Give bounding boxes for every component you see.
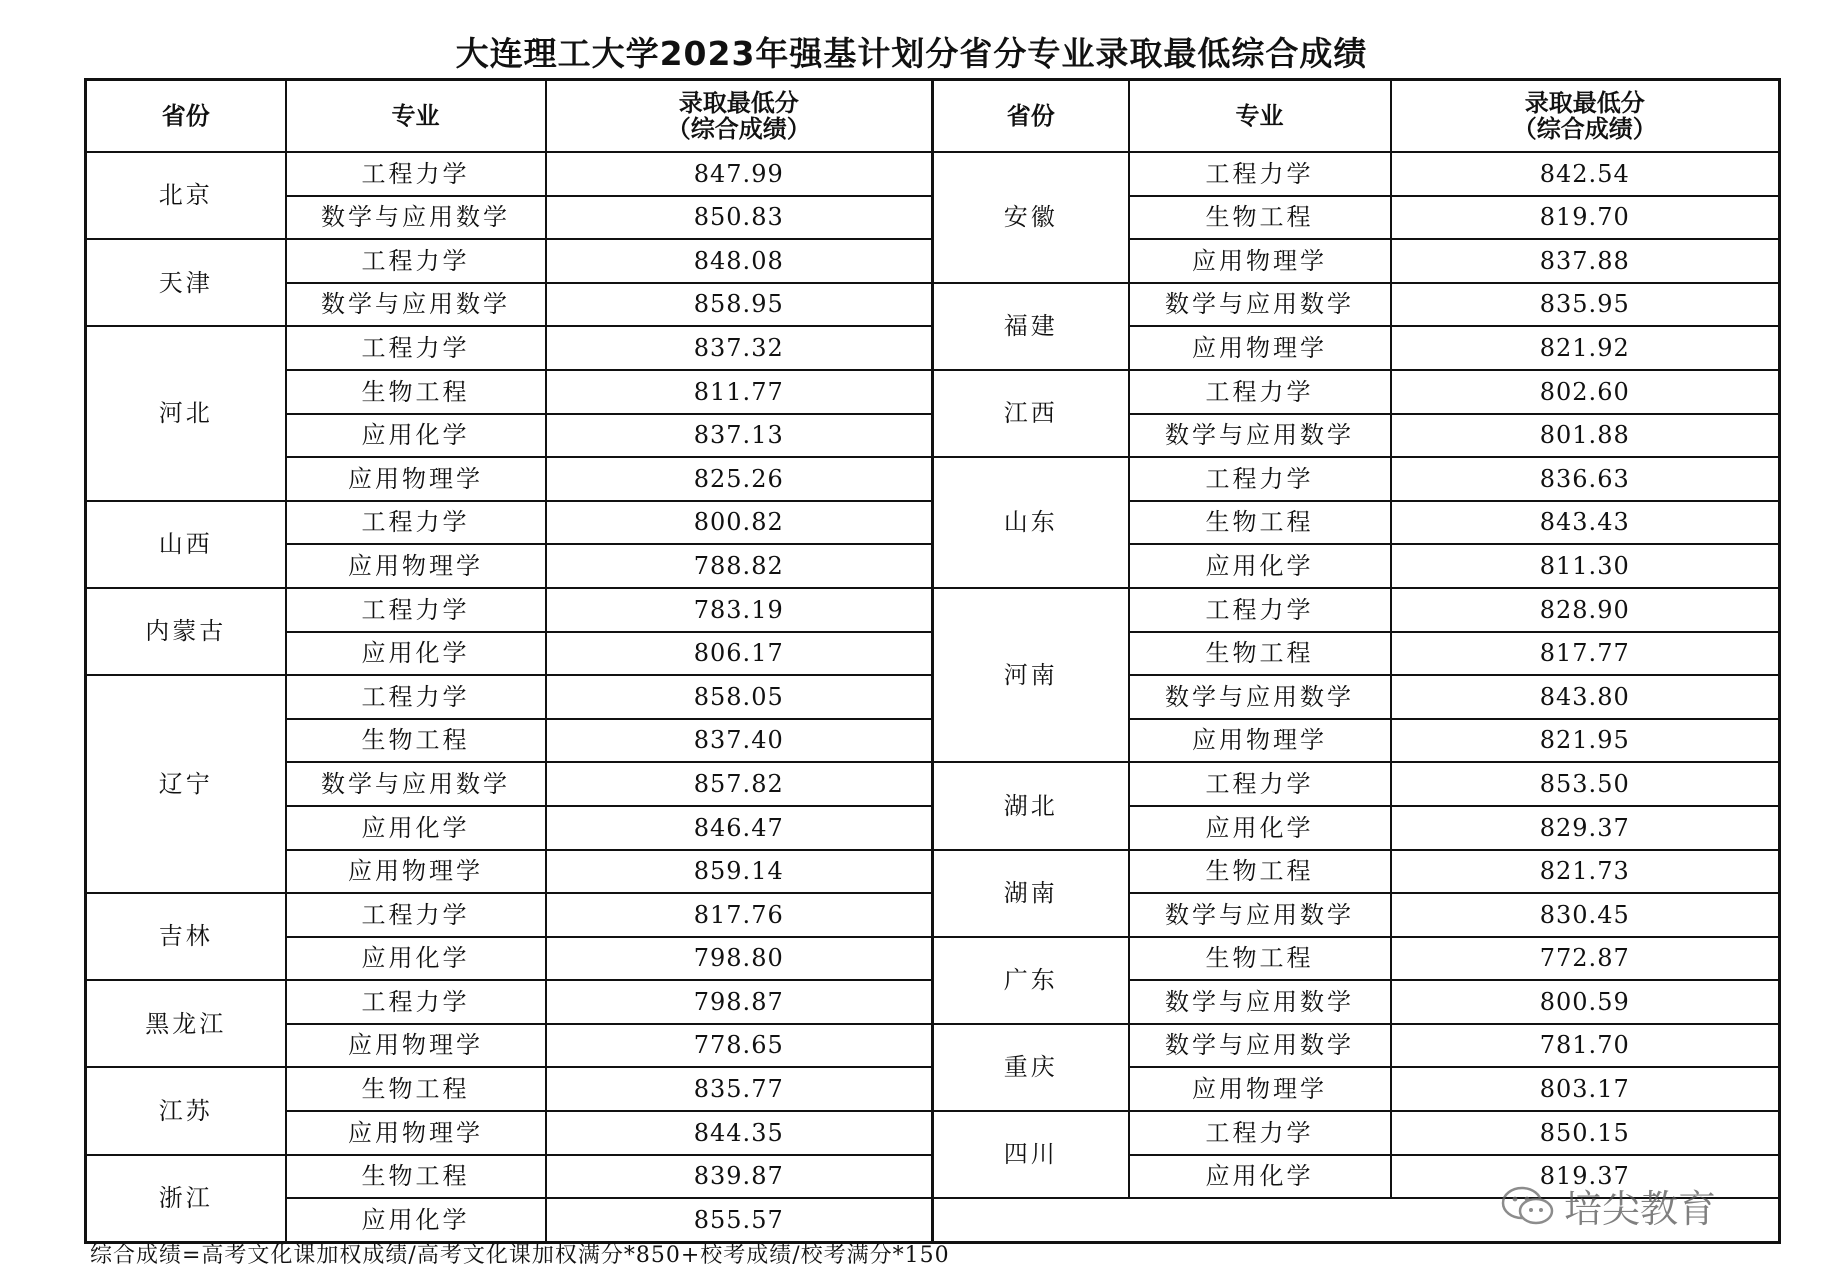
score-cell: 783.19	[546, 588, 933, 632]
major-cell: 生物工程	[286, 719, 546, 763]
score-cell: 830.45	[1391, 893, 1780, 937]
major-cell: 工程力学	[286, 588, 546, 632]
major-cell: 数学与应用数学	[286, 283, 546, 327]
major-cell: 生物工程	[1129, 850, 1391, 894]
major-cell: 工程力学	[1129, 762, 1391, 806]
header-score-right	[1391, 80, 1780, 153]
header-score-line1: 录取最低分	[678, 88, 799, 117]
major-cell: 数学与应用数学	[286, 196, 546, 240]
score-cell: 778.65	[546, 1024, 933, 1068]
header-score-line1-right: 录取最低分	[1524, 88, 1645, 117]
header-major-right: 专业	[1129, 80, 1391, 153]
score-cell: 788.82	[546, 544, 933, 588]
score-cell: 855.57	[546, 1198, 933, 1242]
header-province-right: 省份	[933, 80, 1129, 153]
score-cell: 802.60	[1391, 370, 1780, 414]
province-cell: 天津	[86, 239, 286, 326]
admission-score-table	[84, 78, 1781, 1244]
score-cell: 839.87	[546, 1155, 933, 1199]
table-row	[86, 937, 1780, 981]
table-row	[86, 1024, 1780, 1068]
score-cell: 829.37	[1391, 806, 1780, 850]
major-cell: 生物工程	[1129, 196, 1391, 240]
major-cell: 生物工程	[286, 1067, 546, 1111]
table-row	[86, 1111, 1780, 1155]
province-cell: 广东	[933, 937, 1129, 1024]
major-cell: 应用物理学	[1129, 326, 1391, 370]
score-cell: 817.76	[546, 893, 933, 937]
table-row	[86, 850, 1780, 894]
score-cell: 801.88	[1391, 414, 1780, 458]
score-cell: 858.05	[546, 675, 933, 719]
province-cell: 福建	[933, 283, 1129, 370]
major-cell: 工程力学	[286, 239, 546, 283]
score-cell: 837.88	[1391, 239, 1780, 283]
major-cell: 应用化学	[286, 806, 546, 850]
major-cell: 数学与应用数学	[1129, 1024, 1391, 1068]
major-cell: 工程力学	[286, 501, 546, 545]
province-cell: 山西	[86, 501, 286, 588]
header-score	[546, 80, 933, 153]
header-score-line2: （综合成绩）	[666, 115, 811, 143]
major-cell: 应用化学	[1129, 806, 1391, 850]
major-cell: 应用化学	[1129, 544, 1391, 588]
watermark	[1500, 1178, 1716, 1233]
major-cell: 工程力学	[1129, 588, 1391, 632]
major-cell: 应用化学	[286, 414, 546, 458]
score-cell: 857.82	[546, 762, 933, 806]
score-cell: 843.80	[1391, 675, 1780, 719]
table-row	[86, 588, 1780, 632]
score-cell: 798.80	[546, 937, 933, 981]
province-cell: 吉林	[86, 893, 286, 980]
score-cell: 806.17	[546, 632, 933, 676]
score-cell: 798.87	[546, 980, 933, 1024]
score-cell: 821.73	[1391, 850, 1780, 894]
major-cell: 应用化学	[286, 1198, 546, 1242]
score-cell: 800.59	[1391, 980, 1780, 1024]
page-title: 大连理工大学2023年强基计划分省分专业录取最低综合成绩	[455, 34, 1368, 73]
footnote-formula: 综合成绩=高考文化课加权成绩/高考文化课加权满分*850+校考成绩/校考满分*150	[90, 1243, 950, 1268]
province-cell: 辽宁	[86, 675, 286, 893]
table-body	[86, 152, 1780, 1242]
province-cell: 四川	[933, 1111, 1129, 1198]
table-row	[86, 283, 1780, 327]
major-cell: 应用物理学	[1129, 1067, 1391, 1111]
table-row	[86, 762, 1780, 806]
province-cell: 河南	[933, 588, 1129, 762]
province-cell: 内蒙古	[86, 588, 286, 675]
major-cell: 工程力学	[286, 152, 546, 196]
score-cell: 772.87	[1391, 937, 1780, 981]
header-major: 专业	[286, 80, 546, 153]
score-cell: 835.95	[1391, 283, 1780, 327]
major-cell: 应用物理学	[1129, 719, 1391, 763]
major-cell: 数学与应用数学	[286, 762, 546, 806]
score-cell: 846.47	[546, 806, 933, 850]
score-cell: 800.82	[546, 501, 933, 545]
score-cell: 850.15	[1391, 1111, 1780, 1155]
score-cell: 817.77	[1391, 632, 1780, 676]
major-cell: 工程力学	[1129, 370, 1391, 414]
watermark-text: 培尖教育	[1564, 1187, 1717, 1231]
score-cell: 828.90	[1391, 588, 1780, 632]
major-cell: 生物工程	[1129, 632, 1391, 676]
table-row	[86, 152, 1780, 196]
score-cell: 811.77	[546, 370, 933, 414]
major-cell: 应用化学	[286, 937, 546, 981]
province-cell: 湖南	[933, 850, 1129, 937]
major-cell: 生物工程	[1129, 501, 1391, 545]
province-cell: 安徽	[933, 152, 1129, 283]
score-cell: 819.37	[1391, 1155, 1780, 1199]
score-cell: 844.35	[546, 1111, 933, 1155]
major-cell: 工程力学	[1129, 152, 1391, 196]
province-cell: 河北	[86, 326, 286, 500]
wechat-icon	[1500, 1183, 1556, 1229]
table-header	[86, 80, 1780, 153]
province-cell: 浙江	[86, 1155, 286, 1243]
score-cell: 781.70	[1391, 1024, 1780, 1068]
score-cell: 836.63	[1391, 457, 1780, 501]
major-cell: 应用物理学	[1129, 239, 1391, 283]
major-cell: 工程力学	[286, 893, 546, 937]
major-cell: 生物工程	[1129, 937, 1391, 981]
score-cell: 819.70	[1391, 196, 1780, 240]
header-score-line2-right: （综合成绩）	[1512, 115, 1657, 143]
score-cell: 853.50	[1391, 762, 1780, 806]
major-cell: 数学与应用数学	[1129, 675, 1391, 719]
major-cell: 工程力学	[286, 326, 546, 370]
province-cell: 江苏	[86, 1067, 286, 1154]
score-cell: 837.32	[546, 326, 933, 370]
major-cell: 生物工程	[286, 1155, 546, 1199]
table-row	[86, 457, 1780, 501]
province-cell: 重庆	[933, 1024, 1129, 1111]
score-cell: 821.92	[1391, 326, 1780, 370]
score-cell: 858.95	[546, 283, 933, 327]
score-cell: 803.17	[1391, 1067, 1780, 1111]
header-province: 省份	[86, 80, 286, 153]
major-cell: 工程力学	[1129, 1111, 1391, 1155]
major-cell: 应用物理学	[286, 457, 546, 501]
score-cell: 847.99	[546, 152, 933, 196]
province-cell: 黑龙江	[86, 980, 286, 1067]
province-cell: 北京	[86, 152, 286, 239]
score-cell: 825.26	[546, 457, 933, 501]
score-cell: 859.14	[546, 850, 933, 894]
score-cell: 842.54	[1391, 152, 1780, 196]
score-cell: 837.13	[546, 414, 933, 458]
major-cell: 应用物理学	[286, 1111, 546, 1155]
major-cell: 应用化学	[1129, 1155, 1391, 1199]
score-cell: 837.40	[546, 719, 933, 763]
province-cell: 湖北	[933, 762, 1129, 849]
major-cell: 数学与应用数学	[1129, 893, 1391, 937]
score-cell: 848.08	[546, 239, 933, 283]
major-cell: 应用物理学	[286, 850, 546, 894]
major-cell: 数学与应用数学	[1129, 414, 1391, 458]
major-cell: 工程力学	[286, 675, 546, 719]
major-cell: 数学与应用数学	[1129, 283, 1391, 327]
score-cell: 843.43	[1391, 501, 1780, 545]
table-row	[86, 370, 1780, 414]
score-cell: 821.95	[1391, 719, 1780, 763]
major-cell: 生物工程	[286, 370, 546, 414]
major-cell: 应用化学	[286, 632, 546, 676]
province-cell: 江西	[933, 370, 1129, 457]
score-cell: 835.77	[546, 1067, 933, 1111]
major-cell: 工程力学	[1129, 457, 1391, 501]
major-cell: 应用物理学	[286, 544, 546, 588]
major-cell: 应用物理学	[286, 1024, 546, 1068]
province-cell: 山东	[933, 457, 1129, 588]
major-cell: 数学与应用数学	[1129, 980, 1391, 1024]
score-cell: 850.83	[546, 196, 933, 240]
major-cell: 工程力学	[286, 980, 546, 1024]
score-cell: 811.30	[1391, 544, 1780, 588]
